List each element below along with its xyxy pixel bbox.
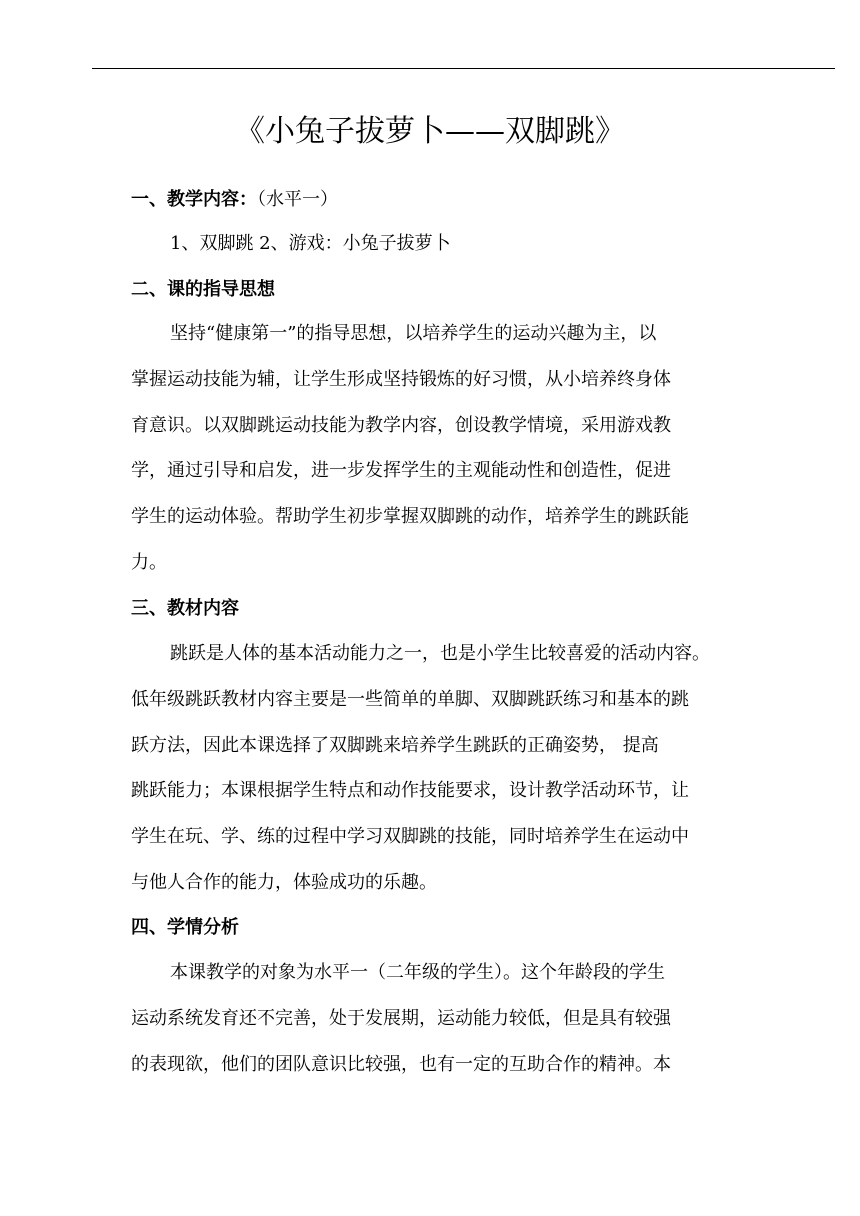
paragraph-line: 运动系统发育还不完善，处于发展期，运动能力较低，但是具有较强 <box>131 1008 671 1029</box>
content-item-line: 1、双脚跳 2、游戏：小兔子拔萝卜 <box>170 233 451 254</box>
section-heading-student-analysis: 四、学情分析 <box>131 917 239 938</box>
header-rule <box>92 68 835 69</box>
paragraph-line: 坚持“健康第一”的指导思想，以培养学生的运动兴趣为主，以 <box>170 323 657 344</box>
paragraph-line: 低年级跳跃教材内容主要是一些简单的单脚、双脚跳跃练习和基本的跳 <box>131 689 689 710</box>
paragraph-line: 跳跃是人体的基本活动能力之一，也是小学生比较喜爱的活动内容。 <box>170 643 710 664</box>
paragraph-line: 跳跃能力；本课根据学生特点和动作技能要求，设计教学活动环节，让 <box>131 780 689 801</box>
section-heading-text: 一、教学内容： <box>131 189 257 210</box>
paragraph-line: 学生在玩、学、练的过程中学习双脚跳的技能，同时培养学生在运动中 <box>131 826 689 847</box>
section-heading-teaching-content <box>131 186 338 214</box>
paragraph-line: 育意识。以双脚跳运动技能为教学内容，创设教学情境，采用游戏教 <box>131 415 671 436</box>
paragraph-line: 跃方法，因此本课选择了双脚跳来培养学生跳跃的正确姿势， 提高 <box>131 735 659 756</box>
paragraph-line: 的表现欲，他们的团队意识比较强，也有一定的互助合作的精神。本 <box>131 1054 671 1075</box>
paragraph-line: 与他人合作的能力，体验成功的乐趣。 <box>131 872 437 893</box>
section-heading-guiding-thought: 二、课的指导思想 <box>131 279 275 300</box>
document-title: 《小兔子拔萝卜——双脚跳》 <box>235 114 625 149</box>
paragraph-line: 掌握运动技能为辅，让学生形成坚持锻炼的好习惯，从小培养终身体 <box>131 369 671 390</box>
paragraph-line: 学生的运动体验。帮助学生初步掌握双脚跳的动作，培养学生的跳跃能 <box>131 506 689 527</box>
paragraph-line: 力。 <box>131 552 167 573</box>
section-heading-material-content: 三、教材内容 <box>131 598 239 619</box>
paragraph-line: 本课教学的对象为水平一（二年级的学生）。这个年龄段的学生 <box>170 962 665 983</box>
paragraph-line: 学，通过引导和启发，进一步发挥学生的主观能动性和创造性，促进 <box>131 460 671 481</box>
section-heading-note: （水平一） <box>257 189 338 210</box>
